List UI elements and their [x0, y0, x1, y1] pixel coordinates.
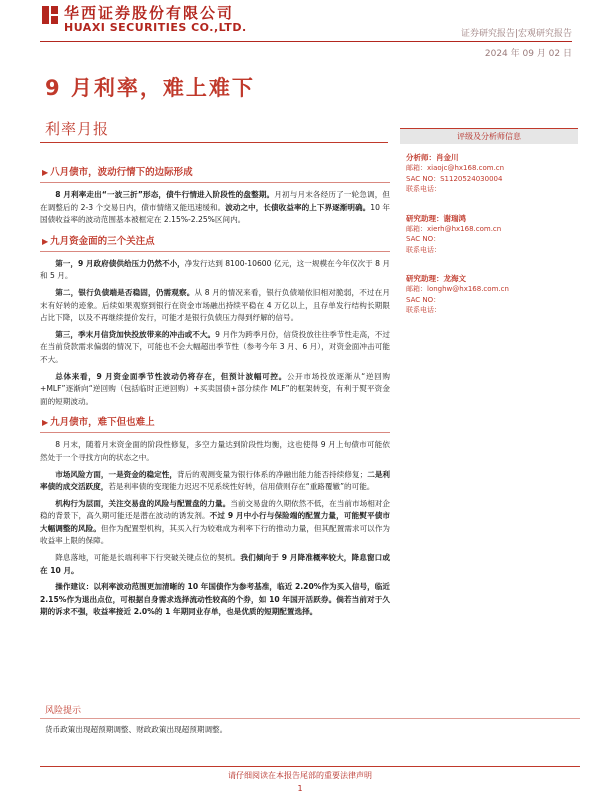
risk-divider	[40, 718, 580, 719]
bold-text-run: 我们倾向于 9 月降准概率较大，降息窗口或在 10 月。	[40, 553, 390, 575]
analyst-card	[400, 152, 578, 195]
header-divider	[40, 41, 572, 42]
page-header	[0, 0, 600, 40]
sidebar-heading: 评级及分析师信息	[400, 128, 578, 144]
analyst-email: 邮箱：xierh@hx168.com.cn	[406, 224, 502, 233]
analyst-email: 邮箱：longhw@hx168.com.cn	[406, 285, 509, 293]
analyst-card	[400, 273, 578, 316]
analyst-phone: 联系电话：	[406, 185, 441, 193]
bold-text-run: 第三，季末月信贷加快投放带来的冲击或不大。	[55, 329, 216, 339]
section-heading	[40, 164, 390, 178]
report-type: 证券研究报告|宏观研究报告	[460, 29, 572, 39]
page-number: 1	[297, 784, 303, 793]
text-run: 当前交易盘的久期依然不低，在当前市场相对企稳的背景下，高久期可能还是潜在波动的诱发剂。	[40, 498, 391, 521]
paragraph	[40, 498, 390, 548]
paragraph	[40, 469, 390, 494]
report-subtitle: 利率月报	[45, 120, 110, 138]
bold-text-run: 总体来看，9 月资金面季节性波动仍将存在，但预计波幅可控。	[55, 371, 287, 381]
text-run: 8 月末，随着月末资金面的阶段性修复，多空力量达到阶段性均衡，这也使得 9 月上旬债市可能依然处于一个寻找方向的状态之中。	[40, 440, 390, 462]
paragraph	[40, 439, 390, 464]
text-run: 背后的观测变量为银行体系的净融出能力能否持续修复；	[176, 469, 368, 479]
bold-text-run: 市场风险方面，一是资金的稳定性，	[55, 469, 177, 479]
bold-text-run: 第一，9 月政府债供给压力仍然不小，	[55, 258, 185, 268]
huaxi-logo-icon	[40, 4, 60, 26]
footer-disclaimer: 请仔细阅读在本报告尾部的重要法律声明	[228, 771, 372, 780]
section-heading	[40, 233, 390, 247]
section-heading-text: 八月债市，波动行情下的边际形成	[50, 167, 193, 178]
bold-text-run: 第二，银行负债端是否稳固，仍需观察。	[55, 287, 195, 297]
report-title: 9 月利率，难上难下	[45, 76, 255, 100]
footer-divider	[40, 766, 580, 767]
triangle-bullet-icon: ▶	[42, 168, 49, 177]
bold-text-run: 不过 9 月中小行与保险端的配置力量，可能熨平债市大幅调整的风险。	[40, 511, 390, 533]
analyst-sidebar	[400, 128, 578, 316]
analyst-phone: 联系电话：	[406, 306, 441, 314]
triangle-bullet-icon: ▶	[42, 418, 49, 428]
bold-text-run: 操作建议：以利率波动范围更加清晰的 10 年国债作为参考基准，临近 2.20%作为买入信号，临近 2.15%作为退出点位，可根据自身需求选择流动性较高的个券，如 10 年国开活跃券。倘若当前对于久期的诉求不强，收益率接近 2.0%的 1 年期同业存单，也是优质的短期配置选择。	[40, 582, 390, 617]
triangle-bullet-icon: ▶	[42, 236, 49, 246]
bold-text-run: 波动之中，长债收益率的上下界逐渐明确。	[225, 202, 371, 212]
section-divider	[40, 251, 390, 252]
analyst-sac: SAC NO：S1120524030004	[406, 174, 503, 183]
bold-text-run: 8 月利率走出“一波三折”形态，债牛行情进入阶段性的盘整期。	[55, 190, 275, 199]
analyst-email: 邮箱：xiaojc@hx168.com.cn	[406, 164, 505, 172]
analyst-sac: SAC NO：	[406, 235, 441, 243]
section-divider	[40, 182, 390, 183]
analyst-card	[400, 213, 578, 256]
paragraph	[40, 581, 390, 619]
section-heading	[40, 414, 390, 428]
subtitle-divider	[40, 142, 388, 143]
text-run: 公开市场投放逐渐从“逆回购+MLF”逐渐向“逆回购（包括临时正逆回购）+买卖国债+部分续作 MLF”的框架转变，有利于熨平资金面的短期波动。	[40, 371, 390, 406]
analyst-role: 研究助理：龙海文	[406, 274, 466, 283]
paragraph	[40, 189, 390, 227]
risk-text: 货币政策出现超预期调整、财政政策出现超预期调整。	[45, 725, 228, 734]
paragraph	[40, 287, 390, 325]
text-run: 但作为配置型机构，其买入行为较难成为利率下行的推动力量，但其配置需求可以作为收益率上限的保障。	[40, 523, 390, 546]
company-name-cn: 华西证券股份有限公司	[64, 4, 235, 22]
report-date: 2024 年 09 月 02 日	[484, 49, 572, 59]
text-run: 9 月作为跨季月份，信贷投放往往季节性走高，不过在当前贷款需求偏弱的情况下，可能也不会大幅超出季节性（参考今年 3 月、6 月），对资金面冲击可能不大。	[40, 329, 391, 364]
paragraph	[40, 371, 390, 409]
text-run: 从 8 月的情况来看，银行负债端依旧相对脆弱，不过在月末有好转的迹象。后续如果观察到银行在资金市场融出持续平稳在 4 万亿以上，且存单发行结构长期限占比下降，以及不再继续提价发行，可能才是银行负债压力得到纾解的信号。	[40, 287, 391, 323]
paragraph	[40, 552, 390, 577]
text-run: 月初与月末各经历了一轮急调，但在调整后的 2-3 个交易日内，债市情绪又能迅速缓和。	[40, 190, 391, 212]
analyst-phone: 联系电话：	[406, 245, 441, 254]
section-heading-text: 九月债市，难下但也难上	[50, 417, 155, 429]
paragraph	[40, 258, 390, 283]
company-name-en: HUAXI SECURITIES CO.,LTD.	[64, 21, 247, 34]
bold-text-run: 机构行为层面，关注交易盘的风险与配置盘的力量。	[55, 498, 231, 508]
text-run: 降息落地，可能是长端利率下行突破关键点位的契机。	[55, 553, 241, 563]
text-run: 10 年国债收益率的波动范围基本被框定在 2.15%-2.25%区间内。	[40, 202, 391, 225]
section-heading-text: 九月资金面的三个关注点	[50, 235, 155, 247]
analyst-sac: SAC NO：	[406, 295, 441, 304]
bold-text-run: 二是利率债的成交活跃度，	[40, 469, 391, 492]
paragraph	[40, 329, 390, 367]
text-run: 净发行达到 8100-10600 亿元，这一规模在今年仅次于 8 月和 5 月。	[40, 258, 390, 281]
text-run: 若是利率债的变现能力迟迟不见系统性好转，信用债则存在“重路覆辙”的可能。	[108, 482, 375, 492]
risk-title: 风险提示	[45, 706, 82, 716]
analyst-role: 研究助理：谢瑞鸿	[406, 213, 466, 223]
main-content	[40, 152, 390, 623]
section-divider	[40, 432, 390, 433]
analyst-role: 分析师：肖金川	[406, 153, 459, 162]
